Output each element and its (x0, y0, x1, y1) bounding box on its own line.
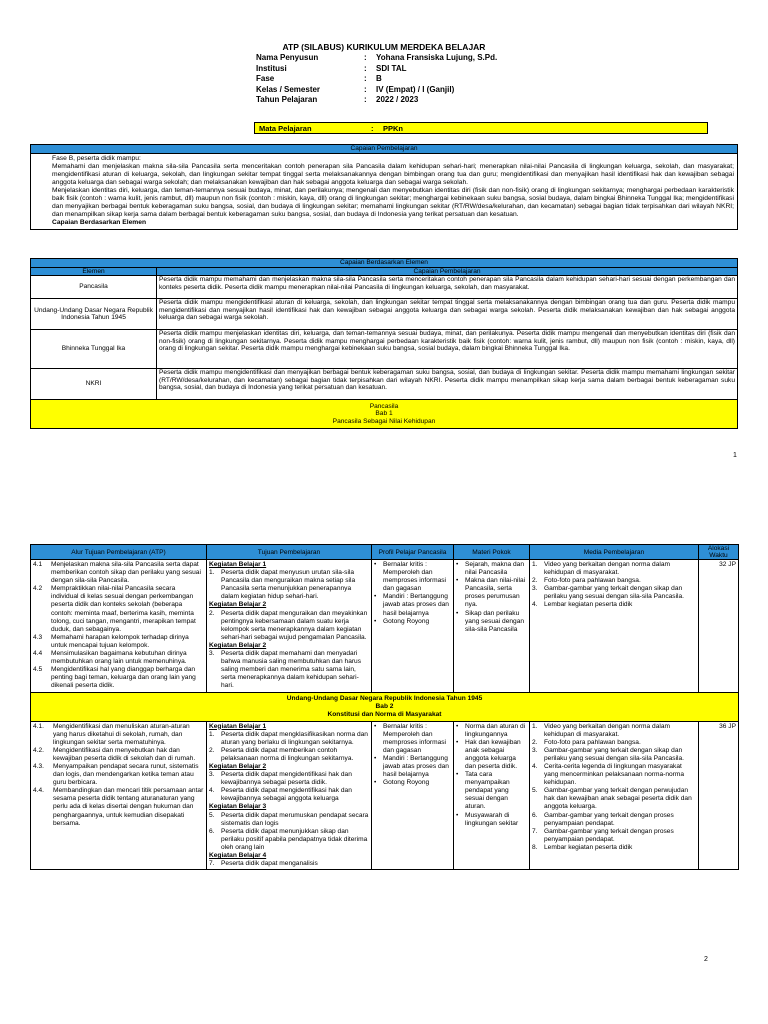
bab1-line: Pancasila (369, 402, 399, 410)
atp-item: Menjelaskan makna sila-sila Pancasila serta dapat memberikan contoh sikap dan perilaku yang sesuai dengan sila-sila Pancasila. (51, 561, 201, 585)
elemen-desc: Peserta didik mampu menjelaskan identitas diri, keluarga, dan teman-temannya sesuai budaya, minat, dan perilakunya. Peserta didik mampu mengenali dan menyebutkan identitas diri (fisik dan non-fisik) orang di lingkungan sekitarnya. Peserta didik mampu menghargai perbedaan karakteristik baik fisik (contoh: warna kulit, jenis rambut, dll) maupun non fisik (contoh : miskin, kaya, dll) orang di lingkungan sekitar. Peserta didik mampu menghargai kebinekaan suku bangsa, sosial budaya, dalam bingkai Bhinneka Tunggal Ika. (157, 330, 738, 369)
table-row (31, 369, 738, 400)
materi-item: Tata cara menyampaikan pendapat yang sesuai dengan aturan. (465, 771, 510, 811)
atp-item: Menyampaikan pendapat secara runut, sistematis dan logis, dan mendengarkan ketika teman atau guru berbicara. (53, 762, 199, 787)
media-item: Gambar-gambar yang terkait dengan sikap dan perilaku yang sesuai dengan sila-sila Pancasila. (544, 746, 685, 762)
table-row (31, 330, 738, 369)
capaian-text (31, 153, 738, 230)
profil-item: Gotong Royong (383, 617, 430, 625)
materi-cell: • Sejarah, makna dan nilai Pancasila • Makna dan nilai-nilai Pancasila, serta proses perumusan nya. • Sikap dan perilaku yang sesuai dengan sila-sila Pancasila (454, 560, 530, 693)
elemen-table (30, 258, 738, 429)
media-cell: 1. Video yang berkaitan dengan norma dalam kehidupan di masyarakat. 2. Foto-foto para pahlawan bangsa. 3. Gambar-gambar yang terkait dengan sikap dan perilaku yang sesuai dengan sila-sila Pancasila. 4. Lembar kegiatan peserta didik (530, 560, 699, 693)
alokasi-waktu: 36 JP (699, 721, 739, 870)
bab2-heading (31, 692, 739, 721)
elemen-desc: Peserta didik mampu memahami dan menjelaskan makna sila-sila Pancasila serta menceritakan contoh penerapan sila Pancasila dalam kehidupan sehari-hari sesuai dengan perkembangan dan konteks peserta didik. Peserta didik mampu menerapkan nilai-nilai Pancasila di lingkungan keluarga, sekolah, dan masyarakat. (157, 276, 738, 299)
kegiatan-label: Kegiatan Belajar 2 (209, 762, 267, 770)
profil-cell: • Bernalar kritis : Memperoleh dan memproses informasi dan gagasan • Mandiri : Bertanggung jawab atas proses dan hasil belajarnya • Gotong Royong (372, 560, 454, 693)
cp-paragraph: Fase B, peserta didik mampu: (52, 154, 141, 162)
mapel-key: Mata Pelajaran (259, 123, 312, 133)
doc-meta (256, 53, 497, 106)
atp-table (30, 544, 739, 870)
meta-row: Kelas / Semester : IV (Empat) / I (Ganjil) (256, 84, 455, 94)
col-header-atp: Alur Tujuan Pembelajaran (ATP) (31, 545, 207, 560)
meta-value: SDI TAL (376, 63, 407, 73)
table-row (31, 276, 738, 299)
bab1-heading (31, 400, 738, 429)
media-item: Cerita-cerita legenda di lingkungan masyarakat yang mencerminkan pelaksanaan norma-norma kehidupan. (544, 762, 685, 787)
profil-item: Bernalar kritis : Memperoleh dan memproses informasi dan gagasan (383, 561, 447, 593)
capaian-table (30, 144, 738, 230)
kegiatan-label: Kegiatan Belajar 3 (209, 803, 267, 811)
bab2-line: Bab 2 (375, 702, 394, 710)
atp-cell: 4.1. Mengidentifikasi dan menuliskan aturan-aturan yang harus diketahui di sekolah, rumah, dan lingkungan sekitar serta mematuhinya. 4.2. Mengidentifikasi dan menyebutkan hak dan kewajiban peserta didik di sekolah dan di rumah. 4.3. Menyampaikan pendapat secara runut, sistematis dan logis, dan mendengarkan ketika teman atau guru berbicara. 4.4. Membandingkan dan mencari titik persamaan antar sesama peserta didik tentang aturanaturan yang perlu ada di kelas disertai dengan hukuman dan penghargaannya, untuk kemudian disepakati bersama. (31, 721, 207, 870)
atp-item: Mensimulasikan bagaimana kebutuhan dirinya membutuhkan orang lain untuk memenuhinya. (51, 650, 187, 666)
media-item: Gambar-gambar yang terkait dengan perwujudan hak dan kewajiban anak sebagai peserta didik dan anggota keluarga. (544, 787, 692, 811)
profil-item: Gotong Royong (383, 779, 430, 787)
meta-value: 2022 / 2023 (376, 95, 419, 104)
materi-item: Hak dan kewajiban anak sebagai anggota keluarga dan peserta didik. (465, 738, 521, 770)
media-item: Gambar-gambar yang terkait dengan proses penyampaian pendapat. (544, 811, 674, 827)
elemen-name: Undang-Undang Dasar Negara Republik Indonesia Tahun 1945 (31, 299, 157, 330)
elemen-name: NKRI (31, 369, 157, 400)
materi-item: Makna dan nilai-nilai Pancasila, serta proses perumusan nya. (465, 577, 526, 609)
atp-item: Mengidentifikasi hal yang dianggap berharga dan penting bagi teman, keluarga dan orang lain yang dikenali peserta didik. (51, 666, 196, 690)
elemen-table-title: Capaian Berdasarkan Elemen (31, 259, 738, 268)
tujuan-item: Peserta didik dapat menguraikan dan meyakinkan pentingnya kebersamaan dalam suatu kerja kelompok serta menerapkannya dalam kegiatan sehari-hari sebagai wujud pengamalan Pancasila. (221, 609, 368, 641)
bab1-line: Bab 1 (375, 410, 393, 418)
profil-item: Mandiri : Bertanggung jawab atas proses dan hasil belajarnya (383, 754, 449, 779)
materi-item: Norma dan aturan di lingkungannya (465, 722, 526, 738)
bab2-line: Konstitusi dan Norma di Masyarakat (327, 710, 442, 718)
kegiatan-label: Kegiatan Belajar 1 (209, 561, 267, 568)
materi-item: Sikap dan perilaku yang sesuai dengan sila-sila Pancasila (465, 609, 525, 633)
media-item: Gambar-gambar yang terkait dengan proses penyampaian pendapat. (544, 827, 674, 843)
kegiatan-label: Kegiatan Belajar 4 (209, 852, 267, 859)
cp-paragraph: Menjelaskan identitas diri, keluarga, dan teman-temannya sesuai budaya, minat, dan perilakunya; mengenali dan menyebutkan identitas diri (fisik dan non-fisik) orang di lingkungan sekitarnya; menghargai perbedaan karakteristik baik fisik (contoh : warna kulit, jenis rambut, dll) maupun non fisik (contoh : miskin, kaya, dll) orang di lingkungan sekitar; menghargai kebinekaan suku bangsa, sosial budaya, dalam bingkai Bhinneka Tunggal Ika; mengidentifikasi dan menyajikan berbagai bentuk keberagaman suku bangsa, sosial, dan budaya di lingkungan sekitar; memahami lingkungan sekitar (RT/RW/desa/kelurahan, dan kecamatan) sebagai bagian tidak terpisahkan dari wilayah NKRI; dan menampilkan sikap kerja sama dalam berbagai bentuk keberagaman suku bangsa, sosial, dan budaya di Indonesia yang terikat persatuan dan kesatuan. (52, 186, 734, 219)
table-row (31, 560, 739, 693)
meta-row: Fase : B (256, 74, 382, 83)
tujuan-item: Peserta didik dapat mengidentifikasi hak dan kewajibannya sebagai peserta didik. (221, 771, 352, 787)
media-item: Foto-foto para pahlawan bangsa. (544, 738, 641, 746)
bab1-line: Pancasila Sebagai Nilai Kehidupan (332, 417, 436, 425)
tujuan-item: Peserta didik dapat merumuskan pendapat secara sistematis dan logis (221, 811, 369, 827)
media-item: Video yang berkaitan dengan norma dalam kehidupan di masyarakat. (544, 722, 670, 738)
meta-value: B (376, 74, 382, 83)
profil-cell: • Bernalar kritis : Memperoleh dan memproses informasi dan gagasan • Mandiri : Bertanggung jawab atas proses dan hasil belajarnya • Gotong Royong (372, 721, 454, 870)
media-item: Lembar kegiatan peserta didik (544, 843, 633, 851)
col-header-tujuan: Tujuan Pembelajaran (207, 545, 372, 560)
atp-item: Mengidentifikasi dan menyebutkan hak dan kewajiban peserta didik di sekolah dan di rumah. (53, 746, 196, 762)
meta-key: Tahun Pelajaran (256, 95, 318, 104)
materi-item: Sejarah, makna dan nilai Pancasila (465, 561, 525, 577)
kegiatan-label: Kegiatan Belajar 1 (209, 722, 267, 730)
tujuan-cell: Kegiatan Belajar 1 1. Peserta didik dapat menyusun urutan sila-sila Pancasila dan menguraikan makna setiap sila Pancasila serta menunjukkan penerapannya dalam kegiatan hidup sehari-hari. Kegiatan Belajar 2 2. Peserta didik dapat menguraikan dan meyakinkan pentingnya kebersamaan dalam suatu kerja kelompok serta menerapkannya dalam kegiatan sehari-hari sebagai wujud pengamalan Pancasila. Kegiatan Belajar 2 3. Peserta didik dapat memahami dan menyadari bahwa manusia saling membutuhkan dan harus saling memberi dan menerima satu sama lain, serta menerapkannya dalam kehidupan sehari-hari. (207, 560, 372, 693)
doc-title: ATP (SILABUS) KURIKULUM MERDEKA BELAJAR (282, 42, 486, 52)
atp-header-row (31, 545, 739, 560)
tujuan-item: Peserta didik dapat memahami dan menyadari bahwa manusia saling membutuhkan dan harus saling memberi dan menerima satu sama lain, serta menerapkannya dalam kehidupan sehari-hari. (221, 650, 362, 690)
table-row (31, 299, 738, 330)
page-number: 2 (704, 956, 708, 963)
alokasi-waktu: 32 JP (699, 560, 739, 693)
meta-value: Yohana Fransiska Lujung, S.Pd. (376, 53, 498, 62)
media-item: Video yang berkaitan dengan norma dalam kehidupan di masyarakat. (544, 561, 670, 577)
meta-value: IV (Empat) / I (Ganjil) (376, 84, 455, 94)
col-header-profil: Profil Pelajar Pancasila (372, 545, 454, 560)
table-row (31, 721, 739, 870)
media-item: Lembar kegiatan peserta didik (544, 601, 633, 609)
atp-item: Mengidentifikasi dan menuliskan aturan-aturan yang harus diketahui di sekolah, rumah, dan lingkungan sekitar serta mematuhinya. (53, 722, 190, 746)
bab2-line: Undang-Undang Dasar Negara Republik Indonesia Tahun 1945 (286, 694, 483, 702)
media-cell: 1. Video yang berkaitan dengan norma dalam kehidupan di masyarakat. 2. Foto-foto para pahlawan bangsa. 3. Gambar-gambar yang terkait dengan sikap dan perilaku yang sesuai dengan sila-sila Pancasila. 4. Cerita-cerita legenda di lingkungan masyarakat yang mencerminkan pelaksanaan norma-norma kehidupan. 5. Gambar-gambar yang terkait dengan perwujudan hak dan kewajiban anak sebagai peserta didik dan anggota keluarga. 6. Gambar-gambar yang terkait dengan proses penyampaian pendapat. 7. Gambar-gambar yang terkait dengan proses penyampaian pendapat. 8. Lembar kegiatan peserta didik (530, 721, 699, 870)
tujuan-item: Peserta didik dapat menyusun urutan sila-sila Pancasila dan menguraikan makna setiap sila Pancasila serta menunjukkan penerapannya dalam kegiatan hidup sehari-hari. (221, 569, 356, 601)
tujuan-cell: Kegiatan Belajar 1 1. Peserta didik dapat mengklasifikasikan norma dan aturan yang berlaku di lingkungan sekitarnya. 2. Peserta didik dapat memberikan contoh pelaksanaan norma di lingkungan sekitarnya. Kegiatan Belajar 2 3. Peserta didik dapat mengidentifikasi hak dan kewajibannya sebagai peserta didik. 4. Peserta didik dapat mengidentifikasi hak dan kewajibannya sebagai anggota keluarga Kegiatan Belajar 3 5. Peserta didik dapat merumuskan pendapat secara sistematis dan logis 6. Peserta didik dapat menunjukkan sikap dan perilaku positif apabila pendapatnya tidak diterima oleh orang lain Kegiatan Belajar 4 7. Peserta didik dapat menganalisis (207, 721, 372, 870)
atp-item: Mempraktikkan nilai-nilai Pancasila secara individual di kelas sesuai dengan perkembangan peserta didik dan konteks sekolah (beberapa contoh: meminta maaf, berterima kasih, meminta tolong, cuci tangan, mengantri, merapikan tempat duduk, dan sebagainya. (51, 585, 196, 633)
elemen-desc: Peserta didik mampu mengidentifikasi dan menyajikan berbagai bentuk keberagaman suku bangsa, sosial, dan budaya di lingkungan sekitar. Peserta didik mampu memahami lingkungan sekitar (RT/RW/desa/kelurahan, dan kecamatan) sebagai bagian tidak terpisahkan dari wilayah NKRI. Peserta didik mampu menampilkan sikap kerja sama dalam berbagai bentuk keberagaman suku bangsa, sosial, dan budaya di Indonesia yang terikat persatuan dan kesatuan. (157, 369, 738, 400)
elemen-name: Bhinneka Tunggal Ika (31, 330, 157, 369)
capaian-header: Capaian Pembelajaran (31, 145, 738, 154)
tujuan-item: Peserta didik dapat menganalisis (221, 860, 318, 868)
page-number: 1 (733, 452, 737, 459)
mapel-value: PPKn (383, 123, 404, 133)
meta-key: Kelas / Semester (256, 84, 321, 94)
meta-key: Institusi (256, 63, 287, 73)
col-header-elemen: Elemen (31, 267, 157, 276)
materi-item: Musyawarah di lingkungan sekitar (465, 811, 519, 827)
col-header-waktu: Alokasi Waktu (699, 545, 739, 560)
mata-pelajaran-bar: Mata Pelajaran : PPKn (254, 122, 708, 134)
media-item: Gambar-gambar yang terkait dengan sikap dan perilaku yang sesuai dengan sila-sila Pancasila. (544, 585, 685, 601)
meta-row: Institusi : SDI TAL (256, 63, 407, 73)
tujuan-item: Peserta didik dapat memberikan contoh pelaksanaan norma di lingkungan sekitarnya. (221, 746, 354, 762)
kegiatan-label: Kegiatan Belajar 2 (209, 601, 267, 609)
tujuan-item: Peserta didik dapat menunjukkan sikap dan perilaku positif apabila pendapatnya tidak diterima oleh orang lain (221, 827, 368, 851)
kegiatan-label: Kegiatan Belajar 2 (209, 641, 267, 649)
tujuan-item: Peserta didik dapat mengklasifikasikan norma dan aturan yang berlaku di lingkungan sekitarnya. (221, 730, 368, 746)
elemen-name: Pancasila (31, 276, 157, 299)
cp-subheading: Capaian Berdasarkan Elemen (52, 219, 147, 227)
profil-item: Mandiri : Bertanggung jawab atas proses dan hasil belajarnya (383, 593, 449, 617)
meta-row: Tahun Pelajaran : 2022 / 2023 (256, 95, 419, 104)
elemen-desc: Peserta didik mampu mengidentifikasi aturan di keluarga, sekolah, dan lingkungan sekitar tempat tinggal serta melaksanakannya dengan bimbingan orang tua dan guru. Peserta didik mampu mengidentifikasi dan menyajikan hasil identifikasi hak dan kewajiban sebagai anggota keluarga dan sebagai warga sekolah. Peserta didik melaksanakan kewajiban dan hak sebagai anggota keluarga dan sebagai warga sekolah. (157, 299, 738, 330)
atp-item: Memahami harapan kelompok terhadap dirinya untuk mencapai tujuan kelompok. (51, 633, 189, 649)
materi-cell: • Norma dan aturan di lingkungannya • Hak dan kewajiban anak sebagai anggota keluarga dan peserta didik. • Tata cara menyampaikan pendapat yang sesuai dengan aturan. • Musyawarah di lingkungan sekitar (454, 721, 530, 870)
tujuan-item: Peserta didik dapat mengidentifikasi hak dan kewajibannya sebagai anggota keluarga (221, 787, 352, 803)
col-header-materi: Materi Pokok (454, 545, 530, 560)
cp-paragraph: Memahami dan menjelaskan makna sila-sila Pancasila serta menceritakan contoh penerapan sila Pancasila dalam kehidupan sehari-hari; menerapkan nilai-nilai Pancasila di lingkungan keluarga, sekolah, dan masyarakat; mengidentifikasi aturan di keluarga, sekolah, dan lingkungan sekitar tempat tinggal serta melaksanakannya dengan bimbingan orang tua dan guru; mengidentifikasi dan menyajikan hasil identifikasi hak dan kewajiban sebagai anggota keluarga dan sebagai warga sekolah; dan melaksanakan kewajiban dan hak sebagai anggota keluarga dan sebagai warga sekolah. (52, 162, 734, 186)
meta-row: Nama Penyusun : Yohana Fransiska Lujung, S.Pd. (256, 53, 498, 62)
media-item: Foto-foto para pahlawan bangsa. (544, 577, 641, 585)
profil-item: Bernalar kritis : Memperoleh dan memproses informasi dan gagasan (383, 722, 447, 754)
atp-item: Membandingkan dan mencari titik persamaan antar sesama peserta didik tentang aturanaturan yang perlu ada di kelas disertai dengan hukuman dan penghargaannya, untuk kemudian disepakati bersama. (53, 787, 204, 827)
atp-cell: 4.1 Menjelaskan makna sila-sila Pancasila serta dapat memberikan contoh sikap dan perilaku yang sesuai dengan sila-sila Pancasila. 4.2 Mempraktikkan nilai-nilai Pancasila secara individual di kelas sesuai dengan perkembangan peserta didik dan konteks sekolah (beberapa contoh: meminta maaf, berterima kasih, meminta tolong, cuci tangan, mengantri, merapikan tempat duduk, dan sebagainya. 4.3 Memahami harapan kelompok terhadap dirinya untuk mencapai tujuan kelompok. 4.4 Mensimulasikan bagaimana kebutuhan dirinya membutuhkan orang lain untuk memenuhinya. 4.5 Mengidentifikasi hal yang dianggap berharga dan penting bagi teman, keluarga dan orang lain yang dikenali peserta didik. (31, 560, 207, 693)
meta-key: Nama Penyusun (256, 53, 319, 62)
meta-key: Fase (256, 74, 275, 83)
col-header-media: Media Pembelajaran (530, 545, 699, 560)
col-header-capaian: Capaian Pembelajaran (157, 267, 738, 276)
